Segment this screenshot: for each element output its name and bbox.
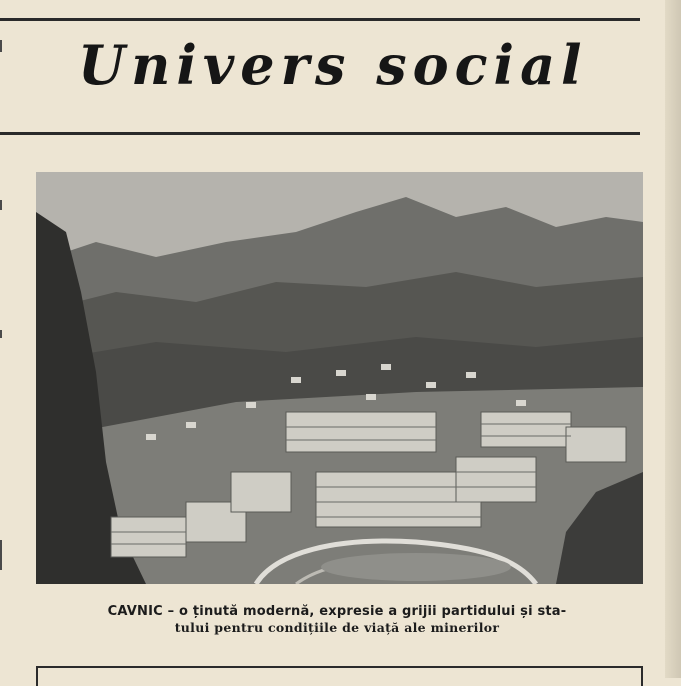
margin-mark (0, 330, 2, 338)
caption-lead: CAVNIC (107, 604, 163, 619)
margin-mark (0, 200, 2, 210)
photo-caption (28, 604, 646, 636)
heading-rule (0, 132, 640, 135)
caption-line-1 (28, 604, 646, 620)
caption-line-2: tului pentru condițiile de viață ale minerilor (174, 620, 500, 635)
section-heading: Univers social (78, 33, 588, 97)
page-edge (665, 0, 681, 678)
margin-mark (0, 540, 2, 570)
next-article-frame (36, 666, 643, 686)
town-photo-illustration (36, 172, 643, 584)
caption-line-1-text: – o ținută modernă, expresie a grijii partidului și sta- (162, 604, 567, 619)
town-photo (36, 172, 643, 584)
top-rule (0, 18, 640, 21)
margin-mark (0, 40, 2, 52)
